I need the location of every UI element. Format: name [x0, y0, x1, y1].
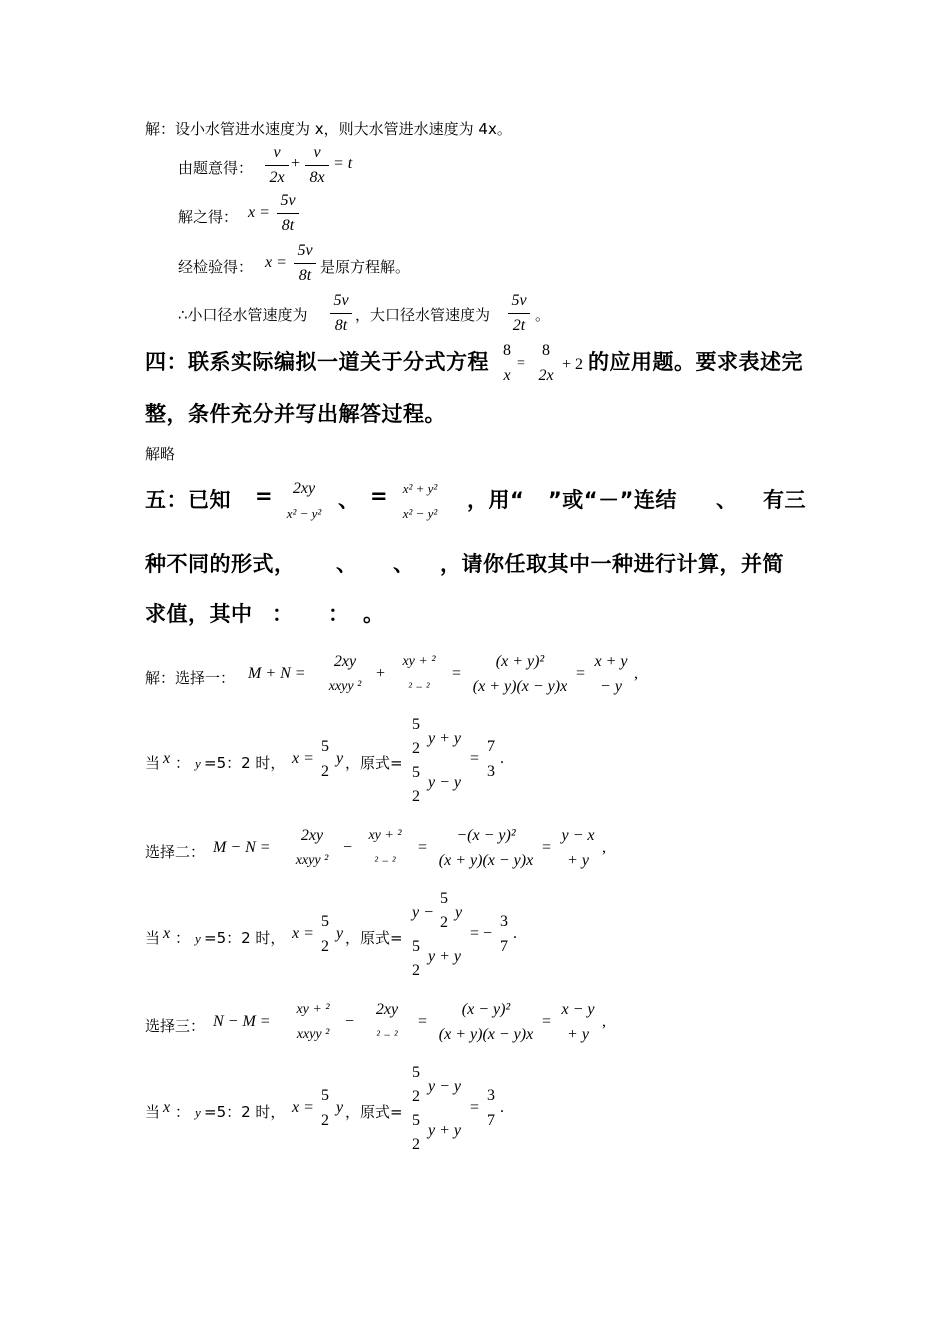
fraction: x − y + y: [561, 1001, 595, 1043]
period: .: [513, 925, 517, 942]
fraction: v 2x: [265, 142, 289, 189]
separator: ：: [272, 602, 294, 626]
solve-label: 解之得：: [178, 208, 239, 226]
equals-sign: =: [470, 1099, 480, 1116]
equals-sign: =: [255, 484, 274, 508]
fraction: xy + ² ² − ²: [402, 654, 436, 694]
denominator: 2: [412, 1136, 420, 1153]
separator: 、: [393, 552, 415, 576]
section-five-heading: ，请你任取其中一种进行计算，并简: [440, 552, 784, 576]
denominator: 5: [412, 938, 420, 955]
fraction: 5 2: [321, 913, 329, 955]
when-text: 当: [145, 929, 161, 947]
equals-sign: =: [418, 1013, 428, 1030]
var-y: y: [336, 750, 344, 767]
fraction: v 8x: [305, 142, 329, 189]
equals-sign: =: [542, 1013, 552, 1030]
original-expr-label: ，原式=: [345, 929, 403, 947]
ratio-text: =5：2 时，: [204, 754, 286, 772]
fraction: 3 7: [487, 1087, 495, 1129]
equals-sign: =: [517, 356, 525, 371]
denominator: 2: [412, 788, 420, 805]
fraction: 5 2: [321, 1087, 329, 1129]
comma: ,: [602, 839, 606, 856]
numerator: 5: [412, 716, 420, 733]
fraction: 7 3: [487, 738, 495, 780]
numerator: 2: [412, 740, 420, 757]
expression-lhs: x =: [292, 1099, 314, 1116]
fraction: 5v 8t: [294, 240, 316, 287]
expression-lhs: x =: [292, 925, 314, 942]
denominator: y + y: [428, 1122, 461, 1139]
fraction: 8 2x: [538, 342, 554, 384]
section-five-heading: 求值，其中: [145, 602, 253, 626]
fraction: 2xy ² − ²: [375, 1001, 399, 1042]
colon: ：: [175, 754, 191, 772]
conclusion-text: ∴小口径水管速度为: [178, 306, 308, 324]
fraction: y − x + y: [561, 827, 595, 869]
option-label: 选择三：: [145, 1017, 206, 1035]
check-label: 经检验得：: [178, 258, 254, 276]
ratio-text: =5：2 时，: [204, 1103, 286, 1121]
answer-omitted: 解略: [145, 445, 176, 463]
fraction: 5 2: [321, 738, 329, 780]
expression-lhs: M + N =: [248, 665, 306, 682]
denominator: 5: [412, 764, 420, 781]
expression-lhs: N − M =: [213, 1013, 271, 1030]
colon: ：: [175, 1103, 191, 1121]
plus-two: + 2: [562, 356, 584, 373]
fraction-m: 2xy x² − y²: [286, 480, 322, 521]
var-x: x: [163, 1099, 171, 1116]
section-five-heading: 五：已知: [145, 488, 231, 512]
fraction-n: x² + y² x² − y²: [402, 481, 438, 521]
fraction: 2xy xxyy ²: [328, 653, 362, 694]
var-y: y: [195, 931, 201, 946]
fraction: 5v 8t: [277, 190, 299, 237]
fraction: 5v 8t: [330, 290, 352, 337]
numerator: y − y: [428, 1078, 461, 1095]
section-four-heading: 的应用题。要求表述完: [588, 350, 803, 374]
denominator: y − y: [428, 774, 461, 791]
solution-intro: 解：设小水管进水速度为 x，则大水管进水速度为 4x。: [145, 120, 512, 138]
operator: −: [345, 1013, 355, 1030]
var-x: x: [163, 750, 171, 767]
section-five-heading: 种不同的形式，: [145, 552, 296, 576]
fraction: xy + ² ² − ²: [368, 828, 402, 868]
var-y: y: [336, 1099, 344, 1116]
section-four-heading: 整，条件充分并写出解答过程。: [145, 402, 446, 426]
plus-sign: +: [291, 155, 301, 172]
equation-lhs: x =: [265, 254, 287, 271]
option-label: 解：选择一：: [145, 669, 236, 687]
comma: ,: [634, 665, 638, 682]
equals-sign: =: [418, 839, 428, 856]
equals-sign: =: [370, 484, 389, 508]
equals-sign: =: [542, 839, 552, 856]
fraction: xy + ² xxyy ²: [296, 1002, 330, 1042]
equation-lhs: x =: [248, 204, 270, 221]
numerator: y −: [412, 904, 434, 921]
conclusion-text: 。: [535, 306, 551, 324]
numerator: 2: [440, 914, 448, 931]
original-expr-label: ，原式=: [345, 754, 403, 772]
separator: 、: [716, 488, 738, 512]
equals-sign: = −: [470, 925, 493, 942]
ratio-text: =5：2 时，: [204, 929, 286, 947]
comma: ,: [602, 1013, 606, 1030]
fraction: 5v 2t: [508, 290, 530, 337]
operator: +: [376, 665, 386, 682]
fraction: −(x − y)² (x + y)(x − y)x: [438, 827, 534, 869]
expression-lhs: x =: [292, 750, 314, 767]
section-five-heading: 有三: [763, 488, 806, 512]
denominator: 5: [412, 1112, 420, 1129]
denominator: y + y: [428, 948, 461, 965]
denominator: 2: [412, 962, 420, 979]
section-four-heading: 四：联系实际编拟一道关于分式方程: [145, 350, 489, 374]
numerator: 2: [412, 1088, 420, 1105]
equals-sign: =: [452, 665, 462, 682]
separator: 。: [363, 602, 385, 626]
check-tail: 是原方程解。: [320, 258, 411, 276]
numerator: y: [455, 904, 463, 921]
equals-sign: =: [470, 750, 480, 767]
var-y: y: [195, 1105, 201, 1120]
when-text: 当: [145, 1103, 161, 1121]
period: .: [500, 1099, 504, 1116]
var-y: y: [336, 925, 344, 942]
separator: 、: [338, 488, 360, 512]
section-five-heading: ”或“－”连结: [548, 488, 677, 512]
fraction: 2xy xxyy ²: [295, 827, 329, 868]
fraction: x + y − y: [594, 653, 628, 695]
fraction: (x − y)² (x + y)(x − y)x: [438, 1001, 534, 1043]
numerator: 5: [412, 1064, 420, 1081]
option-label: 选择二：: [145, 843, 206, 861]
fraction: (x + y)² (x + y)(x − y)x: [472, 653, 568, 695]
when-text: 当: [145, 754, 161, 772]
separator: 、: [336, 552, 358, 576]
period: .: [500, 750, 504, 767]
conclusion-text: ，大口径水管速度为: [355, 306, 491, 324]
eq-label: 由题意得：: [178, 159, 254, 177]
original-expr-label: ，原式=: [345, 1103, 403, 1121]
numerator: y + y: [428, 730, 461, 747]
operator: −: [343, 839, 353, 856]
var-y: y: [195, 756, 201, 771]
separator: ：: [328, 602, 350, 626]
fraction: 8 x: [503, 342, 511, 384]
equals-sign: =: [576, 665, 586, 682]
section-five-heading: ，用“: [467, 488, 525, 512]
numerator: 5: [440, 890, 448, 907]
colon: ：: [175, 929, 191, 947]
fraction: 3 7: [500, 913, 508, 955]
expression-lhs: M − N =: [213, 839, 271, 856]
equation-rhs: = t: [333, 155, 353, 172]
var-x: x: [163, 925, 171, 942]
